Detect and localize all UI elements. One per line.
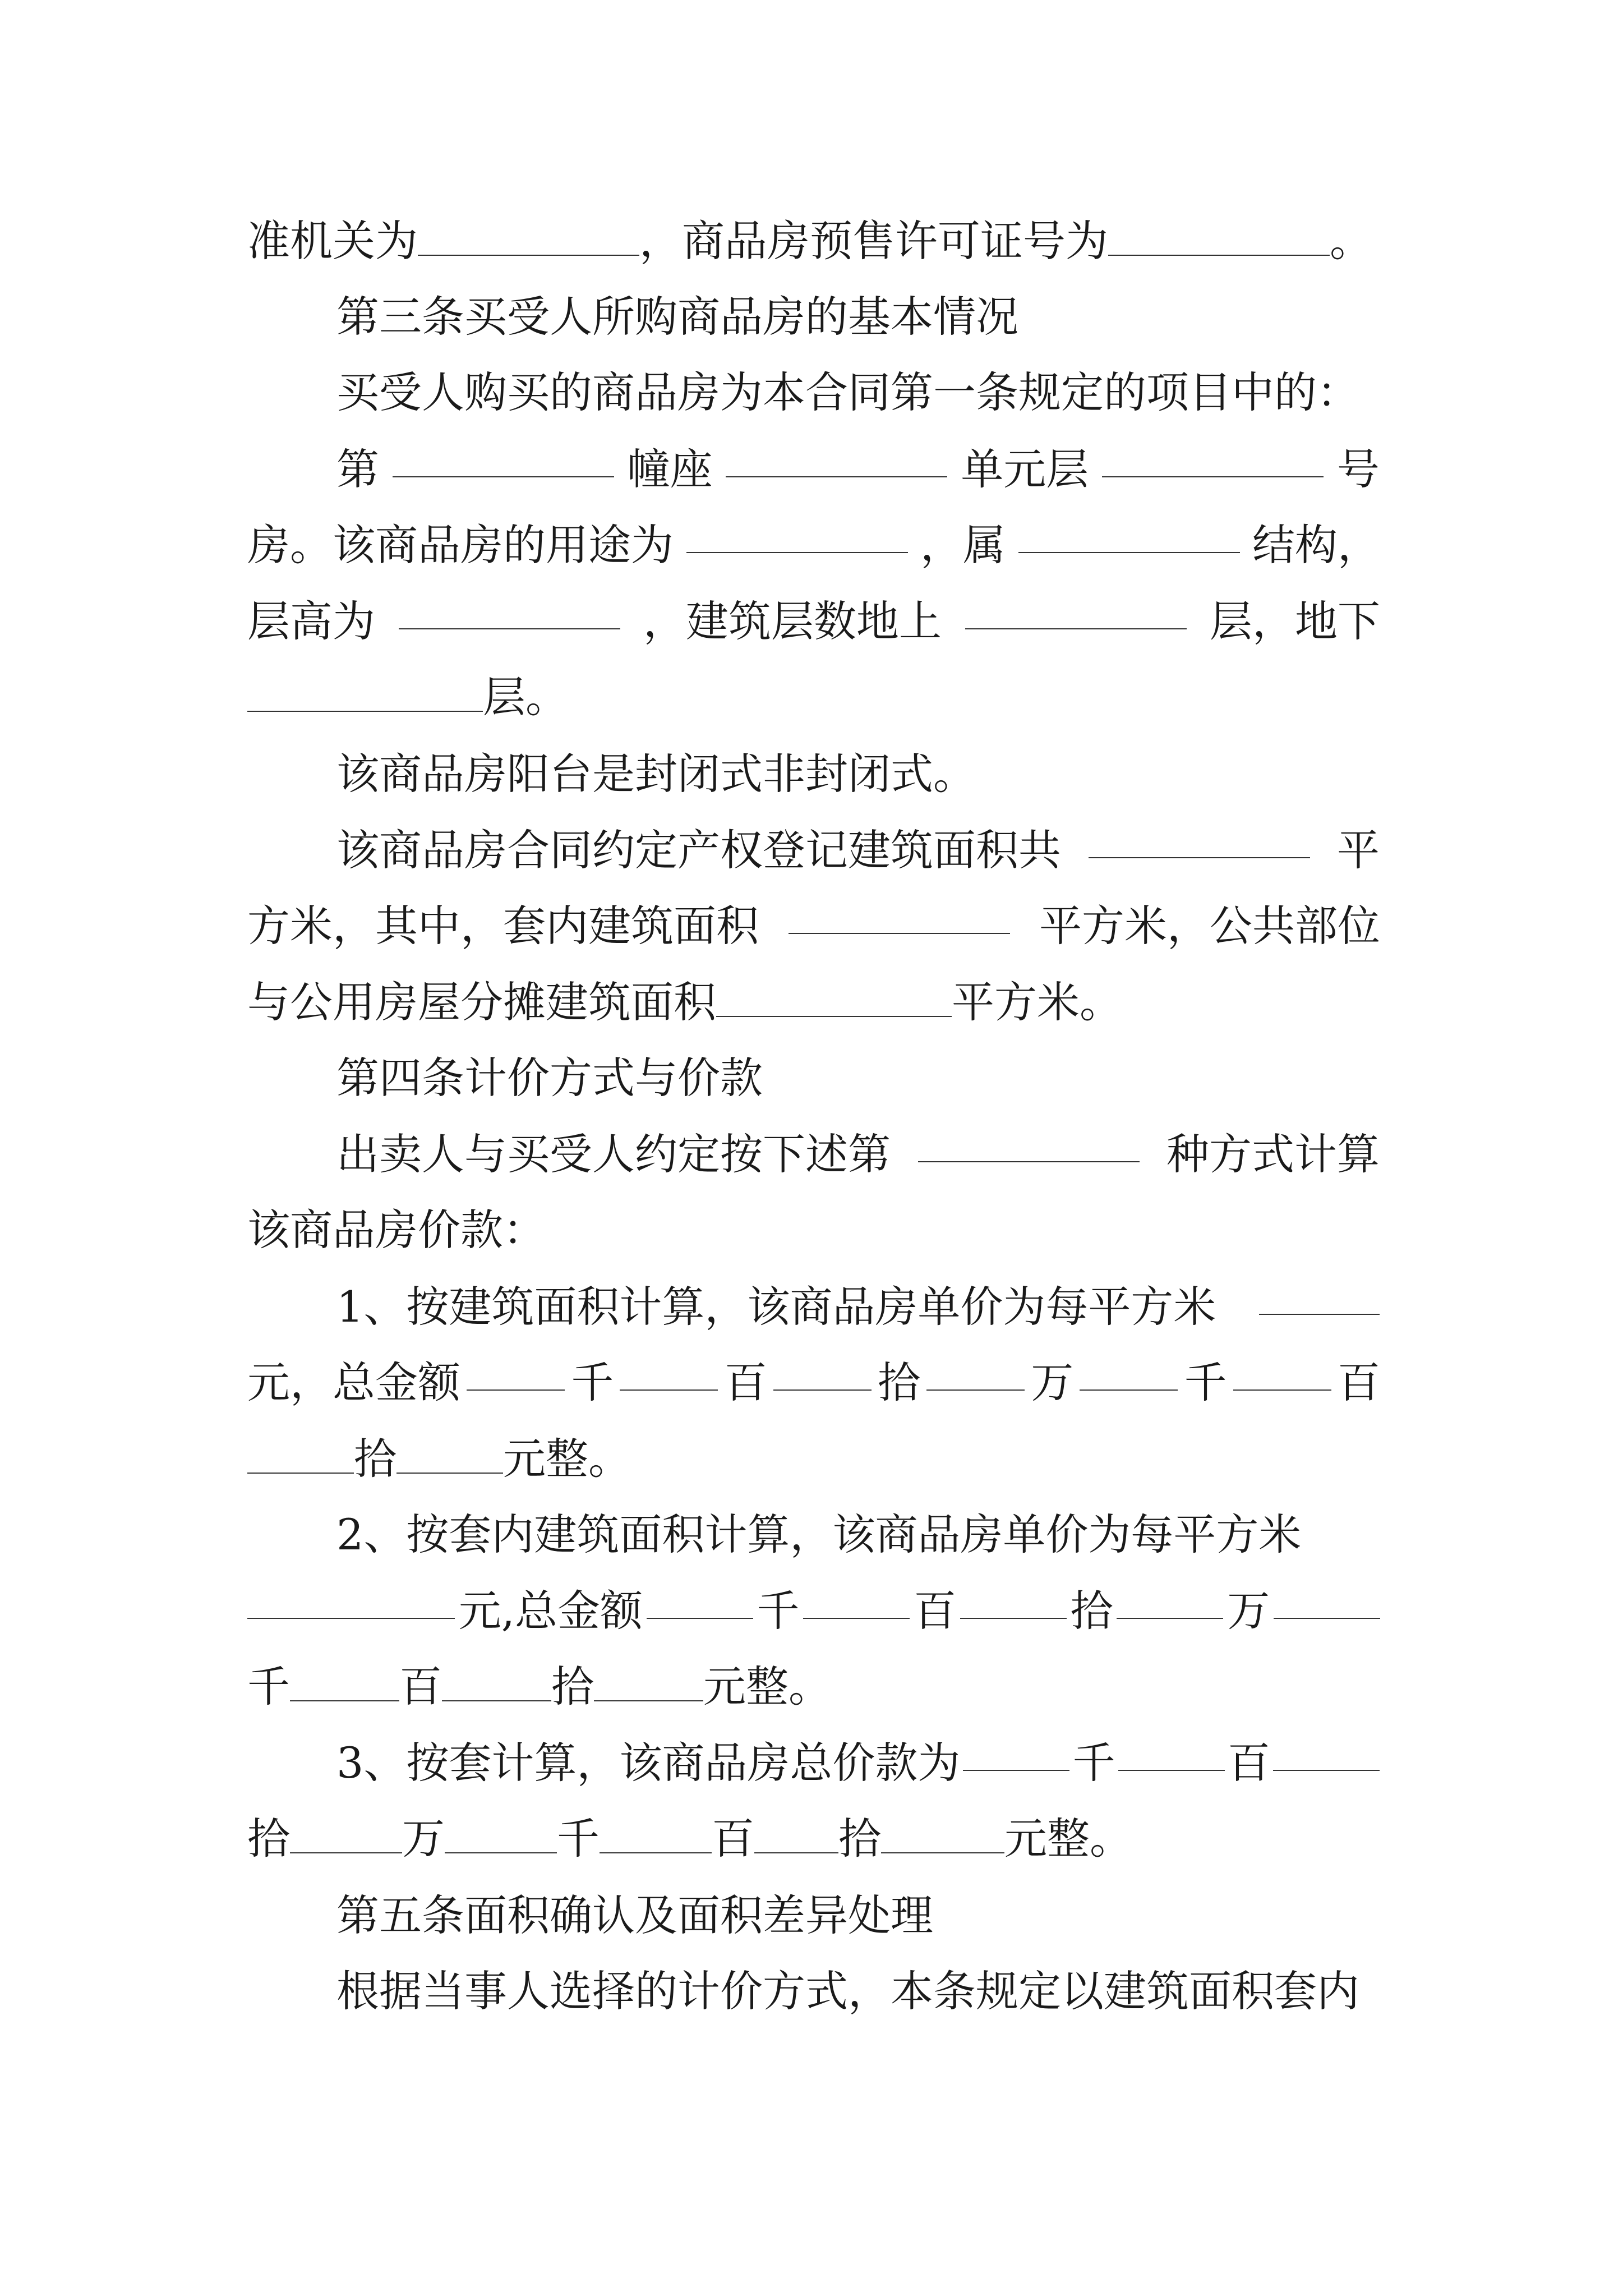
blank-field — [467, 1355, 565, 1391]
blank-field — [445, 1818, 557, 1853]
text: 万 — [1227, 1586, 1270, 1636]
article-3-heading: 第三条买受人所购商品房的基本情况 — [336, 292, 1018, 342]
text: 层，地下 — [1210, 596, 1380, 646]
blank-field — [620, 1355, 718, 1391]
text: 拾 — [247, 1814, 290, 1864]
text: 3、按套计算，该商品房总价款为 — [336, 1738, 961, 1788]
text: 拾 — [354, 1434, 396, 1484]
text: 结构， — [1252, 520, 1380, 570]
blank-field — [647, 1583, 753, 1619]
text: 号 — [1336, 444, 1380, 494]
text: 幢座 — [627, 444, 713, 494]
text: 准机关为 — [247, 216, 418, 266]
blank-field — [600, 1818, 712, 1853]
blank-field — [803, 1583, 910, 1619]
line-3: 买受人购买的商品房为本合同第一条规定的项目中的： — [336, 367, 1359, 417]
blank-field — [963, 1735, 1069, 1771]
blank-field — [1080, 1355, 1178, 1391]
blank-field — [594, 1665, 703, 1701]
line-11 — [247, 974, 1380, 1030]
blank-field — [1102, 441, 1324, 477]
blank-field — [926, 1355, 1025, 1391]
blank-field — [960, 1583, 1067, 1619]
blank-field — [442, 1665, 551, 1701]
line-4 — [336, 441, 1380, 498]
line-15 — [336, 1279, 1380, 1335]
line-20 — [247, 1659, 1380, 1715]
line-16 — [247, 1355, 1380, 1411]
text: 千 — [571, 1358, 614, 1407]
text: 出卖人与买受人约定按下述第 — [336, 1129, 891, 1179]
text: 元，总金额 — [247, 1358, 460, 1407]
text: 第 — [336, 444, 379, 494]
line-9 — [336, 822, 1380, 878]
blank-field — [1117, 1583, 1223, 1619]
line-21 — [336, 1735, 1380, 1791]
article-4-heading: 第四条计价方式与价款 — [336, 1053, 763, 1103]
text: 百 — [399, 1662, 442, 1711]
text: 千 — [1072, 1738, 1115, 1788]
text: 单元层 — [961, 444, 1089, 494]
text: 千 — [757, 1586, 800, 1636]
text: ，建筑层数地上 — [643, 596, 942, 646]
line-22 — [247, 1811, 1380, 1867]
text: ，商品房预售许可证号为 — [639, 216, 1108, 266]
line-13 — [336, 1126, 1380, 1182]
text: 千 — [557, 1814, 600, 1864]
blank-field — [399, 593, 620, 629]
line-1 — [247, 213, 1380, 269]
blank-field — [393, 441, 614, 477]
text: 元整。 — [1004, 1814, 1132, 1864]
blank-field — [396, 1438, 503, 1474]
text: 拾 — [1070, 1586, 1113, 1636]
text: ，属 — [920, 520, 1006, 570]
line-14: 该商品房价款： — [247, 1205, 546, 1255]
blank-field — [1089, 822, 1310, 858]
text: 种方式计算 — [1166, 1129, 1380, 1179]
blank-field — [1018, 517, 1240, 553]
blank-field — [716, 981, 952, 1017]
text: 1、按建筑面积计算，该商品房单价为每平方米 — [336, 1282, 1216, 1332]
blank-field — [418, 220, 639, 256]
text: 与公用房屋分摊建筑面积 — [247, 977, 716, 1027]
blank-field — [965, 593, 1187, 629]
text: 方米，其中，套内建筑面积 — [247, 901, 759, 951]
line-7 — [247, 669, 1380, 725]
line-18: 2、按套内建筑面积计算，该商品房单价为每平方米 — [336, 1510, 1302, 1559]
text: 千 — [247, 1662, 290, 1711]
blank-field — [773, 1355, 872, 1391]
text: 百 — [1227, 1738, 1270, 1788]
text: 万 — [402, 1814, 445, 1864]
line-17 — [247, 1431, 1380, 1487]
text: 百 — [914, 1586, 957, 1636]
text: 平方米，公共部位 — [1039, 901, 1380, 951]
text: 万 — [1031, 1358, 1074, 1407]
blank-field — [1274, 1583, 1380, 1619]
text: 百 — [712, 1814, 754, 1864]
blank-field — [726, 441, 947, 477]
blank-field — [1233, 1355, 1331, 1391]
blank-field — [754, 1818, 838, 1853]
blank-field — [686, 517, 908, 553]
text: 拾 — [838, 1814, 881, 1864]
blank-field — [247, 1438, 354, 1474]
line-6 — [247, 593, 1380, 650]
blank-field — [247, 676, 483, 712]
line-10 — [247, 898, 1380, 954]
text: 层高为 — [247, 596, 375, 646]
blank-field — [789, 898, 1010, 934]
blank-field — [1118, 1735, 1225, 1771]
text: 拾 — [551, 1662, 594, 1711]
blank-field — [1273, 1735, 1380, 1771]
blank-field — [1108, 220, 1330, 256]
text: 元整。 — [503, 1434, 631, 1484]
line-19 — [247, 1583, 1380, 1639]
text: 房。该商品房的用途为 — [247, 520, 674, 570]
text: 层。 — [483, 672, 568, 722]
text: 平方米。 — [952, 977, 1122, 1027]
text: 。 — [1330, 216, 1372, 266]
text: 元整。 — [703, 1662, 831, 1711]
blank-field — [918, 1126, 1140, 1162]
blank-field — [1259, 1279, 1380, 1315]
text: 千 — [1184, 1358, 1227, 1407]
text: 百 — [1337, 1358, 1380, 1407]
text: 拾 — [877, 1358, 920, 1407]
blank-field — [881, 1818, 1004, 1853]
text: 平 — [1337, 825, 1380, 875]
line-24: 根据当事人选择的计价方式，本条规定以建筑面积套内 — [336, 1966, 1359, 2016]
blank-field — [290, 1818, 402, 1853]
blank-field — [247, 1583, 455, 1619]
text: 该商品房合同约定产权登记建筑面积共 — [336, 825, 1061, 875]
blank-field — [290, 1665, 399, 1701]
line-5 — [247, 517, 1380, 573]
text: 元,总金额 — [458, 1586, 643, 1636]
text: 百 — [724, 1358, 767, 1407]
line-8: 该商品房阳台是封闭式非封闭式。 — [336, 749, 976, 799]
article-5-heading: 第五条面积确认及面积差异处理 — [336, 1890, 933, 1940]
